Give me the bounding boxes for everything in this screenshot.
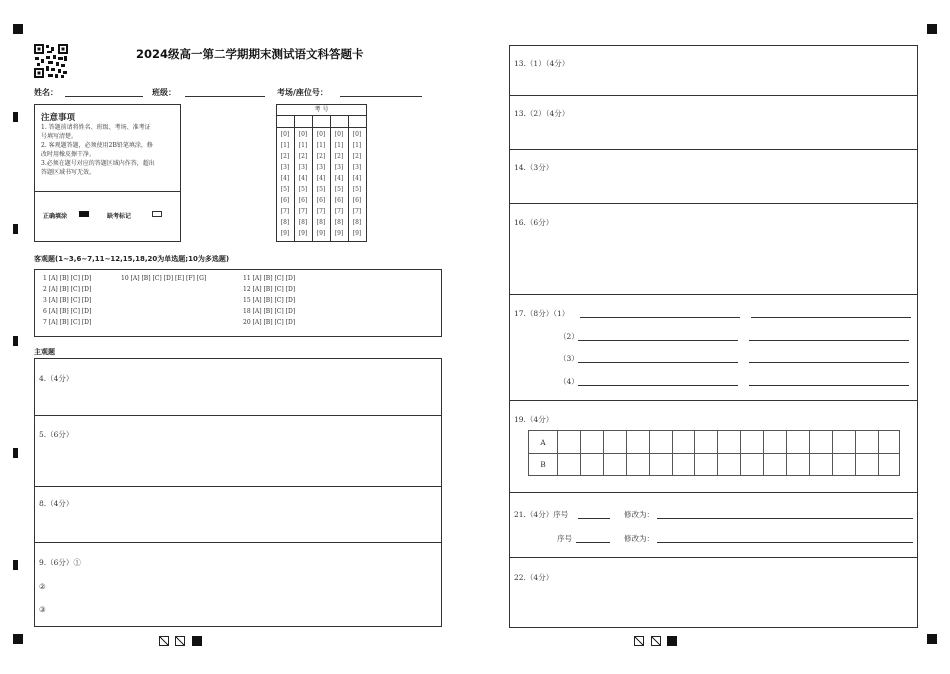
exam-digit-bubble[interactable]: [2]	[298, 153, 308, 160]
qr-code	[34, 44, 68, 78]
subjective-title: 主观题	[34, 348, 55, 356]
notice-line: 1. 答题前请将姓名、班级、考场、准考证	[41, 124, 151, 131]
exam-digit-bubble[interactable]: [6]	[280, 197, 290, 204]
name-label: 姓名：	[34, 88, 58, 97]
answer-area-q16[interactable]	[509, 203, 918, 295]
exam-digit-bubble[interactable]: [9]	[280, 230, 290, 237]
room-field-line[interactable]	[340, 96, 422, 97]
q21-seq2-label: 序号	[557, 534, 572, 543]
exam-number-box	[276, 104, 367, 242]
exam-digit-bubble[interactable]: [1]	[334, 142, 344, 149]
exam-col-line	[294, 115, 295, 242]
exam-digit-bubble[interactable]: [2]	[280, 153, 290, 160]
q21-modify2-label: 修改为：	[624, 534, 654, 543]
objective-question[interactable]: 10 [A] [B] [C] [D] [E] [F] [G]	[121, 275, 207, 282]
objective-question[interactable]: 2 [A] [B] [C] [D]	[43, 286, 92, 293]
exam-digit-bubble[interactable]: [1]	[316, 142, 326, 149]
exam-number-write-line	[277, 127, 366, 128]
q17-label: 17.（8分）（1）	[514, 309, 570, 318]
q9-label: 9.（6分）①	[39, 558, 81, 567]
exam-digit-bubble[interactable]: [7]	[352, 208, 362, 215]
exam-digit-bubble[interactable]: [9]	[316, 230, 326, 237]
q19-cell-divider	[694, 431, 695, 475]
notice-title: 注意事项	[41, 113, 76, 123]
notice-box	[34, 104, 181, 242]
answer-area-q8[interactable]	[34, 486, 442, 543]
q17-line[interactable]	[578, 362, 738, 363]
q22-label: 22.（4分）	[514, 573, 554, 582]
notice-divider	[35, 191, 180, 192]
exam-digit-bubble[interactable]: [0]	[280, 131, 290, 138]
q19-row-b-label: B	[540, 460, 546, 469]
answer-area-q13-1[interactable]	[509, 45, 918, 96]
exam-digit-bubble[interactable]: [3]	[316, 164, 326, 171]
exam-digit-bubble[interactable]: [4]	[334, 175, 344, 182]
q19-cell-divider	[717, 431, 718, 475]
corner-mark	[927, 634, 937, 644]
q19-cell-divider	[763, 431, 764, 475]
q21-label: 21.（4分）序号	[514, 510, 569, 519]
objective-question[interactable]: 6 [A] [B] [C] [D]	[43, 308, 92, 315]
answer-area-q14[interactable]	[509, 149, 918, 204]
exam-digit-bubble[interactable]: [8]	[298, 219, 308, 226]
exam-digit-bubble[interactable]: [7]	[298, 208, 308, 215]
q17-line[interactable]	[751, 317, 911, 318]
exam-digit-bubble[interactable]: [3]	[280, 164, 290, 171]
exam-digit-bubble[interactable]: [7]	[280, 208, 290, 215]
exam-digit-bubble[interactable]: [0]	[298, 131, 308, 138]
page-marker-slash	[651, 636, 661, 646]
exam-number-header-line	[277, 115, 366, 116]
objective-question[interactable]: 18 [A] [B] [C] [D]	[243, 308, 296, 315]
q19-cell-divider	[832, 431, 833, 475]
exam-digit-bubble[interactable]: [6]	[334, 197, 344, 204]
q21-modify2-line[interactable]	[657, 542, 913, 543]
q19-cell-divider	[855, 431, 856, 475]
q17-sub2-label: （2）	[559, 332, 579, 341]
exam-digit-bubble[interactable]: [5]	[298, 186, 308, 193]
exam-digit-bubble[interactable]: [8]	[316, 219, 326, 226]
exam-digit-bubble[interactable]: [4]	[280, 175, 290, 182]
q17-line[interactable]	[749, 362, 909, 363]
answer-area-q22[interactable]	[509, 557, 918, 628]
exam-digit-bubble[interactable]: [6]	[316, 197, 326, 204]
q19-row-divider	[529, 453, 899, 454]
page-marker-filled	[192, 636, 202, 646]
absent-mark-box[interactable]	[152, 211, 162, 217]
exam-digit-bubble[interactable]: [2]	[334, 153, 344, 160]
room-label: 考场/座位号：	[277, 88, 328, 97]
page-marker-filled	[667, 636, 677, 646]
answer-area-q5[interactable]	[34, 415, 442, 487]
exam-digit-bubble[interactable]: [1]	[352, 142, 362, 149]
notice-line: 2. 客观题答题，必须使用2B铅笔填涂，修	[41, 142, 153, 149]
q17-sub3-label: （3）	[559, 354, 579, 363]
answer-area-q17[interactable]	[509, 294, 918, 401]
q19-cell-divider	[878, 431, 879, 475]
notice-lines	[41, 123, 155, 177]
exam-digit-bubble[interactable]: [7]	[316, 208, 326, 215]
q17-line[interactable]	[749, 340, 909, 341]
q19-cell-divider	[809, 431, 810, 475]
objective-question[interactable]: 1 [A] [B] [C] [D]	[43, 275, 92, 282]
timing-mark	[13, 560, 18, 570]
q21-seq-line[interactable]	[578, 518, 610, 519]
exam-digit-bubble[interactable]: [6]	[352, 197, 362, 204]
exam-digit-bubble[interactable]: [2]	[316, 153, 326, 160]
q19-cell-divider	[672, 431, 673, 475]
exam-digit-bubble[interactable]: [3]	[298, 164, 308, 171]
answer-area-q13-2[interactable]	[509, 95, 918, 150]
timing-mark	[13, 224, 18, 234]
notice-line: 答题区域书写无效。	[41, 169, 96, 176]
q13-1-label: 13.（1）（4分）	[514, 59, 570, 68]
corner-mark	[13, 634, 23, 644]
q13-2-label: 13.（2）（4分）	[514, 109, 570, 118]
q19-label: 19.（4分）	[514, 415, 554, 424]
objective-question[interactable]: 15 [A] [B] [C] [D]	[243, 297, 296, 304]
exam-digit-bubble[interactable]: [8]	[280, 219, 290, 226]
exam-digit-bubble[interactable]: [2]	[352, 153, 362, 160]
notice-line: 号填写清楚。	[41, 133, 78, 140]
exam-digit-bubble[interactable]: [5]	[352, 186, 362, 193]
class-label: 班级：	[152, 88, 176, 97]
exam-digit-bubble[interactable]: [8]	[352, 219, 362, 226]
exam-digit-bubble[interactable]: [5]	[280, 186, 290, 193]
objective-question[interactable]: 7 [A] [B] [C] [D]	[43, 319, 92, 326]
q19-cell-divider	[603, 431, 604, 475]
objective-question[interactable]: 11 [A] [B] [C] [D]	[243, 275, 296, 282]
q5-label: 5.（6分）	[39, 430, 74, 439]
exam-digit-bubble[interactable]: [0]	[334, 131, 344, 138]
answer-area-q19[interactable]	[509, 400, 918, 493]
exam-col-line	[330, 115, 331, 242]
exam-digit-bubble[interactable]: [4]	[316, 175, 326, 182]
exam-number-label: 考 号	[314, 106, 329, 113]
exam-digit-bubble[interactable]: [1]	[280, 142, 290, 149]
q19-cell-divider	[580, 431, 581, 475]
absent-mark-label: 缺考标记	[107, 213, 132, 220]
exam-digit-bubble[interactable]: [6]	[298, 197, 308, 204]
q19-cell-divider	[786, 431, 787, 475]
page-marker-slash	[175, 636, 185, 646]
exam-digit-bubble[interactable]: [9]	[298, 230, 308, 237]
q17-sub4-label: （4）	[559, 377, 579, 386]
q8-label: 8.（4分）	[39, 499, 74, 508]
exam-digit-bubble[interactable]: [4]	[352, 175, 362, 182]
q17-line[interactable]	[749, 385, 909, 386]
q19-cell-divider	[740, 431, 741, 475]
corner-mark	[13, 24, 23, 34]
exam-digit-bubble[interactable]: [5]	[316, 186, 326, 193]
q14-label: 14.（3分）	[514, 163, 554, 172]
exam-col-line	[312, 115, 313, 242]
exam-digit-bubble[interactable]: [3]	[334, 164, 344, 171]
exam-digit-bubble[interactable]: [0]	[316, 131, 326, 138]
page-marker-slash	[159, 636, 169, 646]
page-marker-slash	[634, 636, 644, 646]
answer-area-q9[interactable]	[34, 542, 442, 627]
q21-seq2-line[interactable]	[576, 542, 610, 543]
objective-question[interactable]: 20 [A] [B] [C] [D]	[243, 319, 296, 326]
objective-title: 客观题(1~3,6~7,11~12,15,18,20为单选题;10为多选题)	[34, 255, 230, 263]
corner-mark	[927, 24, 937, 34]
exam-digit-bubble[interactable]: [7]	[334, 208, 344, 215]
q19-grid	[528, 430, 900, 476]
objective-box	[34, 269, 442, 337]
q9-sub3-label: ③	[39, 605, 46, 614]
notice-line: 改时用橡皮擦干净。	[41, 151, 96, 158]
q19-cell-divider	[649, 431, 650, 475]
q17-line[interactable]	[580, 317, 740, 318]
q21-modify-line[interactable]	[657, 518, 913, 519]
q4-label: 4.（4分）	[39, 374, 74, 383]
q16-label: 16.（6分）	[514, 218, 554, 227]
exam-digit-bubble[interactable]: [4]	[298, 175, 308, 182]
exam-digit-bubble[interactable]: [9]	[334, 230, 344, 237]
q19-cell-divider	[626, 431, 627, 475]
correct-fill-label: 正确填涂	[43, 213, 68, 220]
exam-digit-bubble[interactable]: [9]	[352, 230, 362, 237]
timing-mark	[13, 336, 18, 346]
q19-cell-divider	[557, 431, 558, 475]
q17-line[interactable]	[578, 340, 738, 341]
exam-digit-bubble[interactable]: [3]	[352, 164, 362, 171]
correct-fill-sample	[79, 211, 89, 217]
answer-area-q21[interactable]	[509, 492, 918, 558]
exam-digit-bubble[interactable]: [1]	[298, 142, 308, 149]
exam-col-line	[348, 115, 349, 242]
name-field-line[interactable]	[65, 96, 143, 97]
exam-digit-bubble[interactable]: [0]	[352, 131, 362, 138]
answer-area-q4[interactable]	[34, 358, 442, 416]
timing-mark	[13, 112, 18, 122]
notice-line: 3.必须在题号对应的答题区域内作答，超出	[41, 160, 155, 167]
exam-digit-bubble[interactable]: [5]	[334, 186, 344, 193]
q17-line[interactable]	[578, 385, 738, 386]
objective-question[interactable]: 12 [A] [B] [C] [D]	[243, 286, 296, 293]
q19-row-a-label: A	[540, 438, 546, 447]
page-title: 2024级高一第二学期期末测试语文科答题卡	[136, 47, 364, 61]
objective-question[interactable]: 3 [A] [B] [C] [D]	[43, 297, 92, 304]
exam-digit-bubble[interactable]: [8]	[334, 219, 344, 226]
class-field-line[interactable]	[185, 96, 265, 97]
q21-modify-label: 修改为：	[624, 510, 654, 519]
q9-sub2-label: ②	[39, 582, 46, 591]
timing-mark	[13, 448, 18, 458]
